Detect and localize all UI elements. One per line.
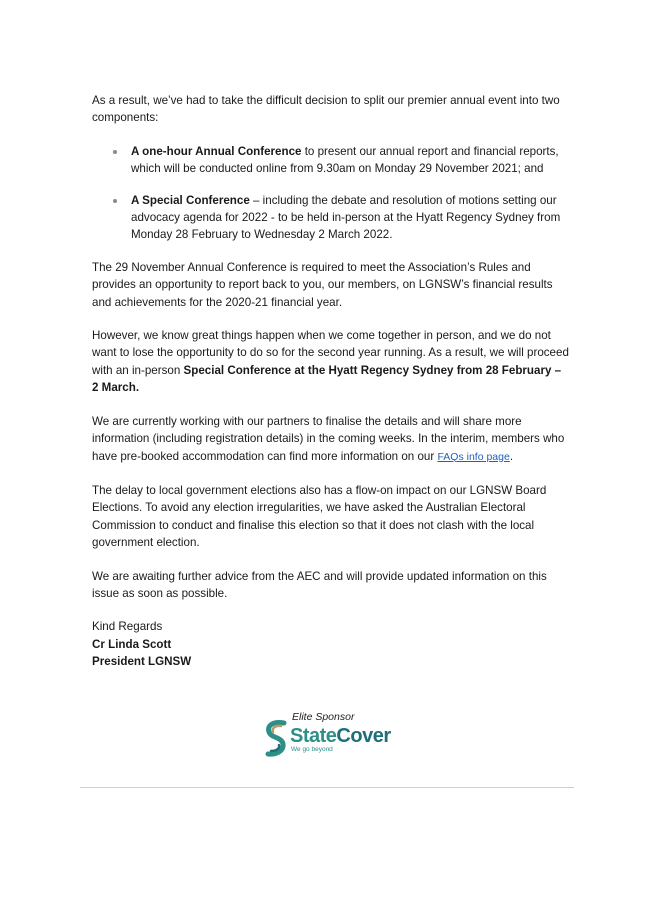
sponsor-label: Elite Sponsor (292, 711, 355, 723)
divider (80, 787, 574, 788)
elections-paragraph: The delay to local government elections also has a flow-on impact on our LGNSW Board Elections. To avoid any election irregularities, we have asked the Australian Electoral Commission to conduct and finalise this election so that it does not clash with the local government election. (92, 483, 547, 550)
closing-text: Kind Regards (92, 620, 163, 634)
sponsor-block (260, 711, 400, 761)
list-item-text: to present our annual report and financial reports, which will be conducted online from 9.30am on Monday 29 November 2021; and (131, 144, 559, 176)
partners-end: . (509, 449, 514, 463)
signatory-name: Cr Linda Scott (92, 637, 172, 651)
list-item-text: – including the debate and resolution of motions setting our advocacy agenda for 2022 - to be held in-person at the Hyatt Regency Sydney from Monday 28 February to Wednesday 2 March 2022. (131, 193, 561, 242)
signatory-title: President LGNSW (92, 655, 192, 669)
letter-body (92, 92, 570, 671)
partners-text: We are currently working with our partners to finalise the details and will share more information (including registration details) in the coming weeks. In the interim, members who have pre-booked accommodation can find more information on our (92, 414, 565, 463)
annual-conference-paragraph: The 29 November Annual Conference is required to meet the Association’s Rules and provides an opportunity to report back to you, our members, on LGNSW’s financial results and achievements for the 2020-21 financial year. (92, 260, 553, 309)
in-person-text: However, we know great things happen when we come together in person, and we do not want to lose the opportunity to do so for the second year running. As a result, we will proceed with an in-person (92, 329, 569, 377)
aec-paragraph: We are awaiting further advice from the AEC and will provide updated information on this issue as soon as possible. (92, 569, 547, 600)
logo-word-state: State (290, 725, 337, 747)
partners-paragraph (92, 413, 570, 466)
list-item-bold: A Special Conference (131, 193, 250, 207)
list-item-bold: A one-hour Annual Conference (131, 144, 302, 158)
intro-paragraph: As a result, we’ve had to take the difficult decision to split our premier annual event into two components: (92, 94, 560, 125)
logo-word-cover: Cover (336, 725, 391, 747)
in-person-bold: Special Conference at the Hyatt Regency Sydney from 28 February – 2 March. (92, 363, 562, 395)
in-person-paragraph (92, 327, 570, 397)
statecover-logo-icon (264, 720, 288, 758)
list-item (92, 143, 570, 178)
signature-block (92, 618, 570, 670)
list-item (92, 192, 570, 244)
statecover-tagline: We go beyond (291, 746, 333, 753)
faqs-info-link[interactable]: FAQs info page (437, 450, 510, 463)
bullet-dot-icon (113, 199, 117, 203)
bullet-dot-icon (113, 150, 117, 154)
statecover-logo-text (290, 725, 391, 748)
conference-list (92, 143, 570, 244)
